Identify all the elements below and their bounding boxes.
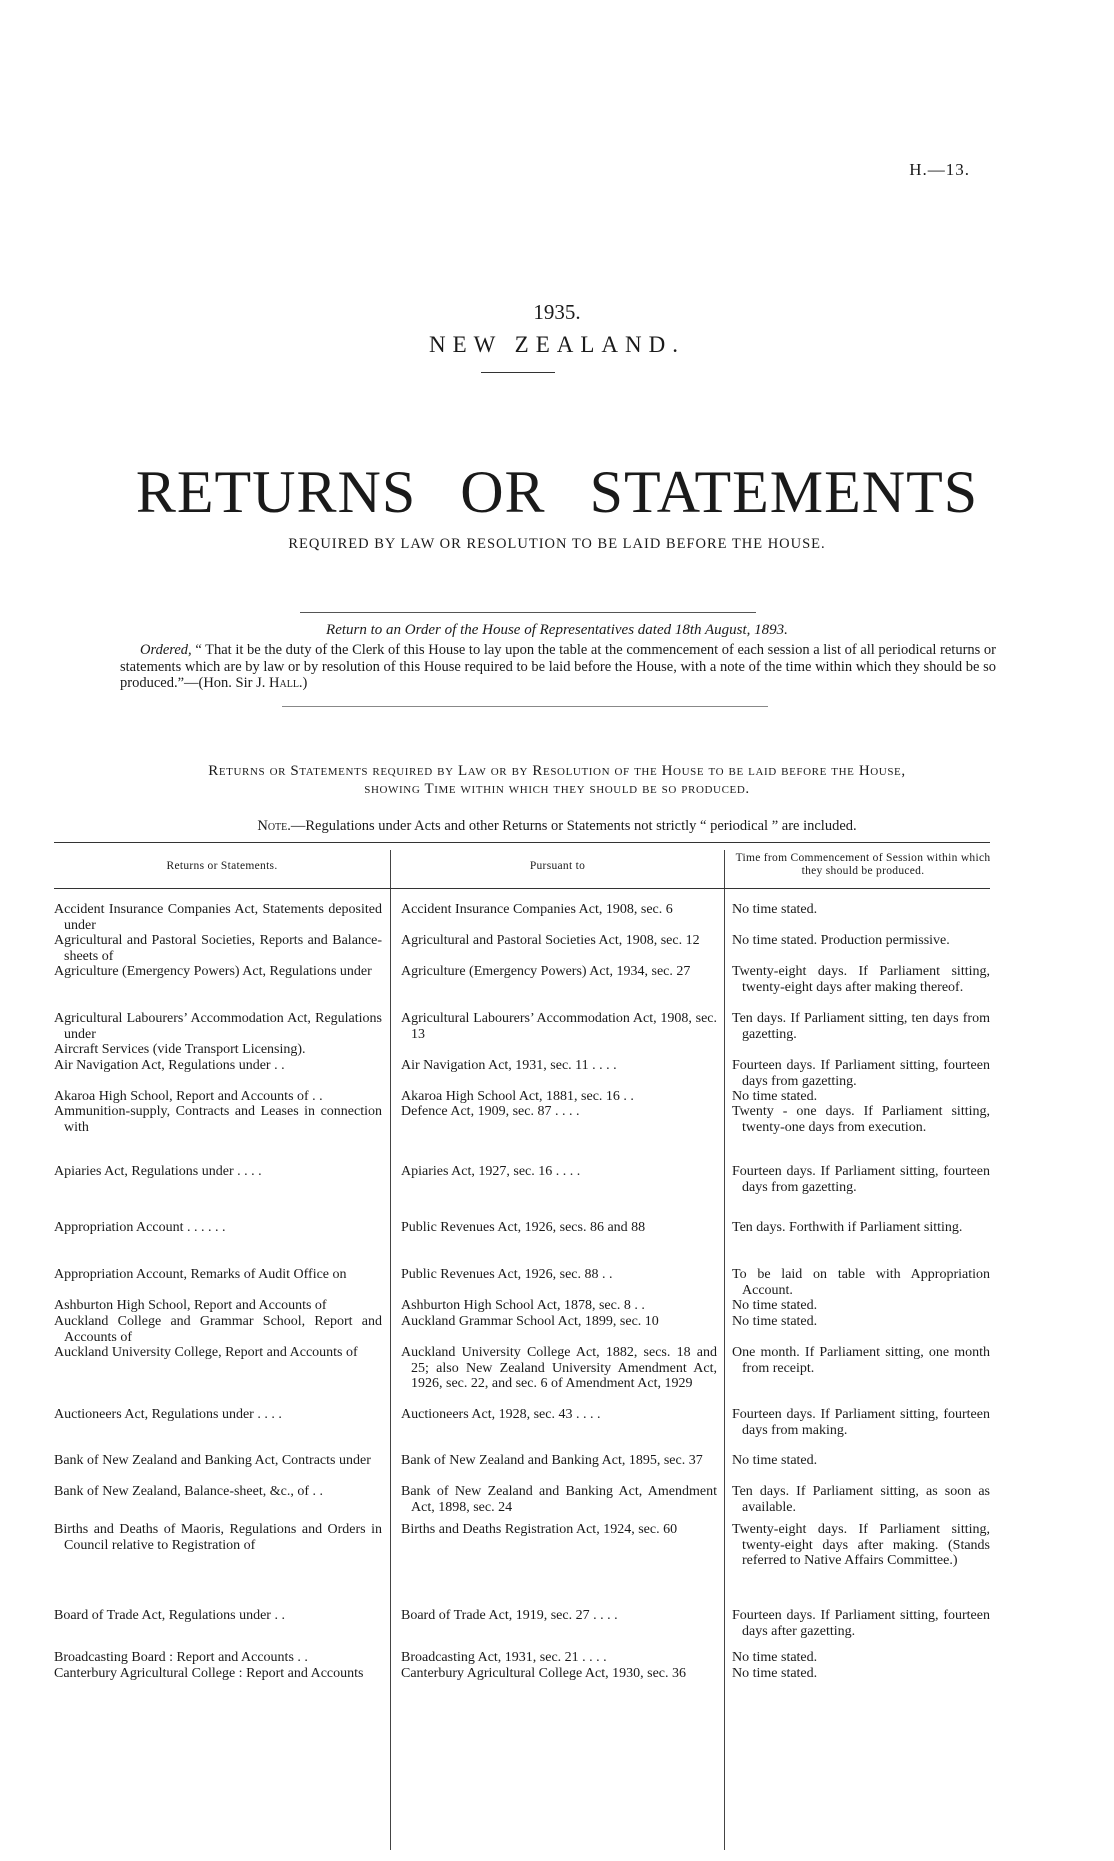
pursuant-to: Auctioneers Act, 1928, sec. 43 . . . . <box>401 1407 601 1422</box>
return-name: Births and Deaths of Maoris, Regulations and Orders in Council relative to Registration of <box>54 1522 382 1553</box>
time-limit: No time stated. <box>732 1298 818 1313</box>
pursuant-to: Auckland University College Act, 1882, secs. 18 and 25; also New Zealand University Amendment Act, 1926, sec. 22, and sec. 6 of Amendment Act, 1929 <box>401 1345 717 1391</box>
page-subtitle: REQUIRED BY LAW OR RESOLUTION TO BE LAID BEFORE THE HOUSE. <box>288 536 826 552</box>
pursuant-to: Akaroa High School Act, 1881, sec. 16 . . <box>401 1089 634 1104</box>
pursuant-to: Air Navigation Act, 1931, sec. 11 . . . . <box>401 1058 617 1073</box>
return-name: Apiaries Act, Regulations under . . . . <box>54 1164 262 1179</box>
time-limit: Fourteen days. If Parliament sitting, fourteen days from gazetting. <box>732 1164 990 1195</box>
time-limit: One month. If Parliament sitting, one month from receipt. <box>732 1345 990 1376</box>
time-limit: Ten days. If Parliament sitting, as soon as available. <box>732 1484 990 1515</box>
return-name: Bank of New Zealand, Balance-sheet, &c., of . . <box>54 1484 324 1499</box>
return-name: Accident Insurance Companies Act, Statements deposited under <box>54 902 382 933</box>
order-text <box>120 642 996 692</box>
return-name: Auckland College and Grammar School, Report and Accounts of <box>54 1314 382 1345</box>
time-limit: No time stated. <box>732 1453 818 1468</box>
section-heading-line: showing Time within which they should be so produced. <box>364 781 750 797</box>
time-limit: No time stated. <box>732 1650 818 1665</box>
table-top-rule <box>54 842 990 843</box>
time-limit: Ten days. If Parliament sitting, ten days from gazetting. <box>732 1011 990 1042</box>
pursuant-to: Public Revenues Act, 1926, secs. 86 and 88 <box>401 1220 646 1235</box>
time-limit: Fourteen days. If Parliament sitting, fourteen days from gazetting. <box>732 1058 990 1089</box>
return-name: Agriculture (Emergency Powers) Act, Regulations under <box>54 964 372 979</box>
time-limit: To be laid on table with Appropriation Account. <box>732 1267 990 1298</box>
time-limit: Fourteen days. If Parliament sitting, fourteen days after gazetting. <box>732 1608 990 1639</box>
return-name: Agricultural Labourers’ Accommodation Act, Regulations under <box>54 1011 382 1042</box>
return-name: Aircraft Services (vide Transport Licensing). <box>54 1042 306 1057</box>
return-name: Auctioneers Act, Regulations under . . . . <box>54 1407 282 1422</box>
pursuant-to: Board of Trade Act, 1919, sec. 27 . . . . <box>401 1608 618 1623</box>
pursuant-to: Canterbury Agricultural College Act, 1930, sec. 36 <box>401 1666 686 1681</box>
return-name: Bank of New Zealand and Banking Act, Contracts under <box>54 1453 371 1468</box>
return-name: Akaroa High School, Report and Accounts of . . <box>54 1089 323 1104</box>
pursuant-to: Apiaries Act, 1927, sec. 16 . . . . <box>401 1164 581 1179</box>
pursuant-to: Agricultural and Pastoral Societies Act, 1908, sec. 12 <box>401 933 700 948</box>
ordered-label: Ordered, <box>140 642 192 658</box>
return-name: Board of Trade Act, Regulations under . . <box>54 1608 285 1623</box>
return-name: Agricultural and Pastoral Societies, Reports and Balance-sheets of <box>54 933 382 964</box>
time-limit: Twenty-eight days. If Parliament sitting, twenty-eight days after making thereof. <box>732 964 990 995</box>
time-limit: No time stated. <box>732 1089 818 1104</box>
column-header-returns: Returns or Statements. <box>166 860 278 872</box>
table-header-rule <box>54 888 990 889</box>
section-heading-line: Returns or Statements required by Law or by Resolution of the House to be laid before the House, <box>208 763 906 779</box>
pursuant-to: Births and Deaths Registration Act, 1924, sec. 60 <box>401 1522 678 1537</box>
column-header-pursuant: Pursuant to <box>529 860 586 872</box>
return-name: Air Navigation Act, Regulations under . . <box>54 1058 285 1073</box>
pursuant-to: Broadcasting Act, 1931, sec. 21 . . . . <box>401 1650 607 1665</box>
return-name: Ashburton High School, Report and Accounts of <box>54 1298 327 1313</box>
order-reference: Return to an Order of the House of Representatives dated 18th August, 1893. <box>326 622 788 638</box>
return-name: Appropriation Account, Remarks of Audit Office on <box>54 1267 347 1282</box>
order-signatory: Hall.) <box>269 675 308 691</box>
page-title: RETURNS OR STATEMENTS <box>135 459 979 525</box>
pursuant-to: Agriculture (Emergency Powers) Act, 1934, sec. 27 <box>401 964 691 979</box>
pursuant-to: Defence Act, 1909, sec. 87 . . . . <box>401 1104 580 1119</box>
country-heading: NEW ZEALAND. <box>428 332 686 357</box>
pursuant-to: Auckland Grammar School Act, 1899, sec. 10 <box>401 1314 659 1329</box>
return-name: Canterbury Agricultural College : Report and Accounts <box>54 1666 364 1681</box>
time-limit: No time stated. <box>732 902 818 917</box>
time-limit: No time stated. <box>732 1314 818 1329</box>
pursuant-to: Bank of New Zealand and Banking Act, Amendment Act, 1898, sec. 24 <box>401 1484 717 1515</box>
time-limit: No time stated. Production permissive. <box>732 933 950 948</box>
time-limit: Twenty-eight days. If Parliament sitting, twenty-eight days after making. (Stands referred to Native Affairs Committee.) <box>732 1522 990 1568</box>
order-body: “ That it be the duty of the Clerk of this House to lay upon the table at the commencement of each session a list of all periodical returns or statements which are by law or by resolution of this House required to be laid before the House, with a note of the time within which they should be so produced.”—(Hon. Sir J. <box>120 642 997 691</box>
section-note <box>0 818 1114 835</box>
divider-rule <box>300 612 756 613</box>
column-header-time: Time from Commencement of Session within which they should be produced. <box>735 852 991 877</box>
pursuant-to: Ashburton High School Act, 1878, sec. 8 . . <box>401 1298 645 1313</box>
note-text: —Regulations under Acts and other Returns or Statements not strictly “ periodical ” are included. <box>290 818 857 834</box>
divider-rule <box>481 372 555 373</box>
time-limit: No time stated. <box>732 1666 818 1681</box>
return-name: Auckland University College, Report and Accounts of <box>54 1345 358 1360</box>
pursuant-to: Agricultural Labourers’ Accommodation Act, 1908, sec. 13 <box>401 1011 717 1042</box>
divider-rule <box>282 706 768 707</box>
return-name: Ammunition-supply, Contracts and Leases in connection with <box>54 1104 382 1135</box>
return-name: Appropriation Account . . . . . . <box>54 1220 226 1235</box>
pursuant-to: Public Revenues Act, 1926, sec. 88 . . <box>401 1267 613 1282</box>
section-heading <box>44 762 1070 798</box>
return-name: Broadcasting Board : Report and Accounts . . <box>54 1650 308 1665</box>
page-reference: H.—13. <box>909 160 970 179</box>
time-limit: Twenty - one days. If Parliament sitting, twenty-one days from execution. <box>732 1104 990 1135</box>
document-year: 1935. <box>533 300 581 324</box>
pursuant-to: Bank of New Zealand and Banking Act, 1895, sec. 37 <box>401 1453 703 1468</box>
time-limit: Ten days. Forthwith if Parliament sitting. <box>732 1220 963 1235</box>
note-label: Note. <box>257 818 291 834</box>
time-limit: Fourteen days. If Parliament sitting, fourteen days from making. <box>732 1407 990 1438</box>
returns-table-body <box>0 902 1114 1852</box>
pursuant-to: Accident Insurance Companies Act, 1908, sec. 6 <box>401 902 673 917</box>
